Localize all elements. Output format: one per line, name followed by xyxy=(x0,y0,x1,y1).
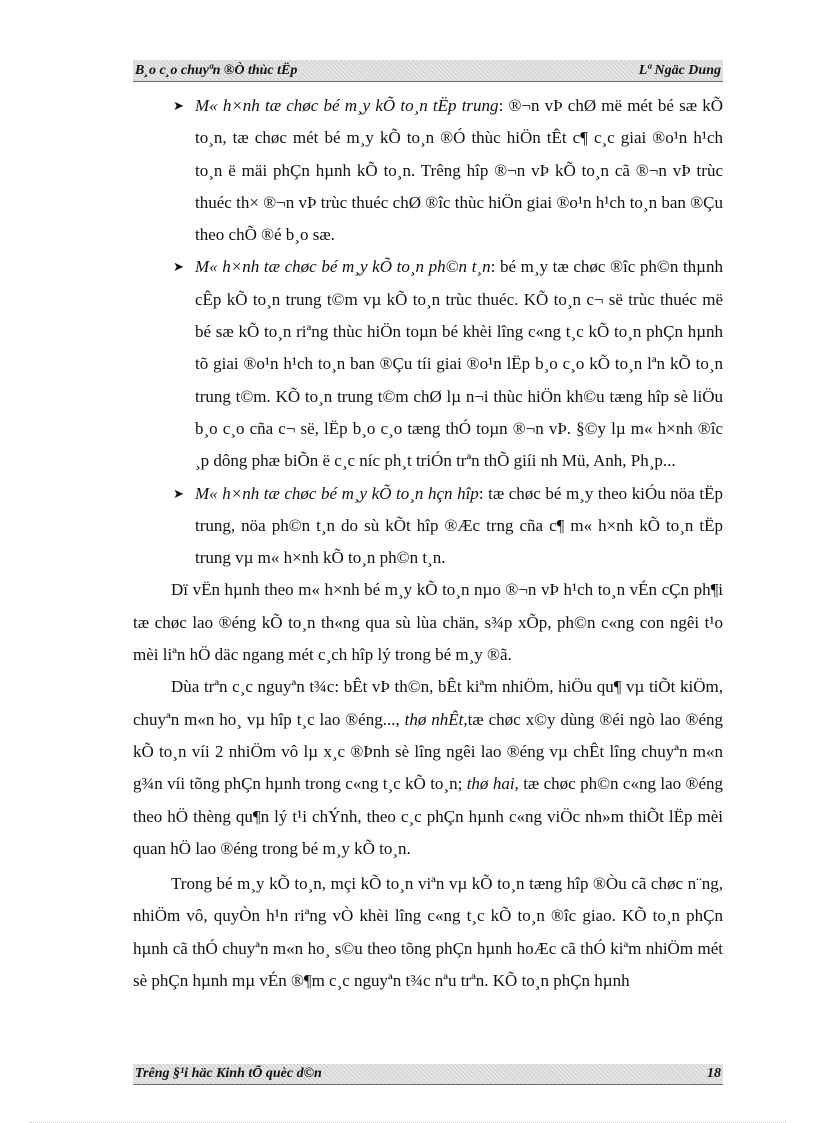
footer-university: Trêng §¹i häc Kinh tÕ quèc d©n xyxy=(135,1066,322,1081)
paragraph-text: tæ chøc x©y dùng ®éi ngò lao ®éng kÕ to¸n víi 2 nhiÖm vô lµ x¸c ®Þnh sè lîng ngêi lao ®éng vµ chÊt lîng chuyªn m«n g¾n víi tõng phÇn hµnh trong c«ng t¸c kÕ to¸n; xyxy=(133,709,723,794)
paragraph-text: Dùa trªn c¸c nguyªn t¾c: bÊt vÞ th©n, bÊt kiªm nhiÖm, hiÖu qu¶ vµ tiÕt kiÖm, chuyªn m«n ho¸ vµ hîp t¸c lao ®éng..., xyxy=(133,677,723,729)
bullet-lead: M« h×nh tæ chøc bé m¸y kÕ to¸n hçn hîp xyxy=(195,483,479,503)
header-report-title: B¸o c¸o chuyªn ®Ò thùc tËp xyxy=(135,62,298,78)
paragraph-emphasis: thø hai, xyxy=(466,774,519,794)
arrow-bullet-icon: ➤ xyxy=(173,98,184,113)
bullet-mixed-model xyxy=(133,478,723,575)
paragraph-roles xyxy=(133,868,723,997)
paragraph-emphasis: thø nhÊt, xyxy=(404,709,468,729)
page-body xyxy=(133,90,723,997)
paragraph-text: Dï vËn hµnh theo m« h×nh bé m¸y kÕ to¸n nµo ®¬n vÞ h¹ch to¸n vÉn cÇn ph¶i tæ chøc lao ®éng kÕ to¸n th«ng qua sù lùa chän, s¾p xÕp, ph©n c«ng con ngêi t¹o mèi liªn hÖ däc ngang mét c¸ch hîp lý trong bé m¸y ®ã. xyxy=(133,580,723,665)
bullet-text: : bé m¸y tæ chøc ®îc ph©n thµnh cÊp kÕ to¸n trung t©m vµ kÕ to¸n trùc thuéc. KÕ to¸n c¬ së trùc thuéc më bé sæ kÕ to¸n riªng thùc hiÖn toµn bé khèi lîng c«ng t¸c kÕ to¸n phÇn hµnh tõ giai ®o¹n h¹ch to¸n ban ®Çu tíi giai ®o¹n lËp b¸o c¸o kÕ to¸n lªn kÕ to¸n trung t©m. KÕ to¸n trung t©m chØ lµ n¬i thùc hiÖn kh©u tæng hîp sè liÖu b¸o c¸o cña c¬ së, lËp b¸o c¸o tæng thÓ toµn ®¬n vÞ. §©y lµ m« h×nh ®îc ¸p dông phæ biÕn ë c¸c níc ph¸t triÓn trªn thÕ giíi nh Mü, Anh, Ph¸p... xyxy=(195,257,723,471)
header-author-name: Lª Ngäc Dung xyxy=(638,62,721,78)
bullet-centralized-model xyxy=(133,90,723,251)
bullet-text: : ®¬n vÞ chØ më mét bé sæ kÕ to¸n, tæ chøc mét bé m¸y kÕ to¸n ®Ó thùc hiÖn tÊt c¶ c¸c giai ®o¹n h¹ch to¸n ë mäi phÇn hµnh kÕ to¸n. Trêng hîp ®¬n vÞ kÕ to¸n cã ®¬n vÞ trùc thuéc th× ®¬n vÞ trùc thuéc chØ ®îc thùc hiÖn giai ®o¹n h¹ch to¸n ban ®Çu theo chÕ ®é b¸o sæ. xyxy=(195,96,724,245)
bullet-lead: M« h×nh tæ chøc bé m¸y kÕ to¸n ph©n t¸n xyxy=(195,257,491,277)
paragraph-principles xyxy=(133,671,723,865)
bullet-decentralized-model xyxy=(133,251,723,477)
paragraph-text: tæ chøc ph©n c«ng lao ®éng theo hÖ thèng qu¶n lý t¹i chÝnh, theo c¸c phÇn hµnh c«ng viÖc nh»m thiÕt lËp mèi quan hÖ lao ®éng trong bé m¸y kÕ to¸n. xyxy=(133,774,723,858)
bullet-text: : tæ chøc bé m¸y theo kiÓu nöa tËp trung, nöa ph©n t¸n do sù kÕt hîp ®Æc trng cña c¶ m« h×nh kÕ to¸n tËp trung vµ m« h×nh kÕ to¸n ph©n t¸n. xyxy=(195,483,723,568)
arrow-bullet-icon: ➤ xyxy=(173,259,184,275)
page-footer xyxy=(133,1064,723,1085)
paragraph-text: Trong bé m¸y kÕ to¸n, mçi kÕ to¸n viªn vµ kÕ to¸n tæng hîp ®Òu cã chøc n¨ng, nhiÖm vô, quyÒn h¹n riªng vÒ khèi lîng c«ng t¸c kÕ to¸n ®îc giao. KÕ to¸n phÇn hµnh cã thÓ chuyªn m«n ho¸ s©u theo tõng phÇn hµnh hoÆc cã thÓ kiªm nhiÖm mét sè phÇn hµnh mµ vÉn ®¶m c¸c nguyªn t¾c nªu trªn. KÕ to¸n phÇn hµnh xyxy=(133,874,723,991)
page-header xyxy=(133,60,723,82)
paragraph-labor-organization xyxy=(133,574,723,671)
arrow-bullet-icon: ➤ xyxy=(173,485,184,501)
page-number: 18 xyxy=(707,1066,721,1081)
bullet-lead: M« h×nh tæ chøc bé m¸y kÕ to¸n tËp trung xyxy=(195,96,499,115)
